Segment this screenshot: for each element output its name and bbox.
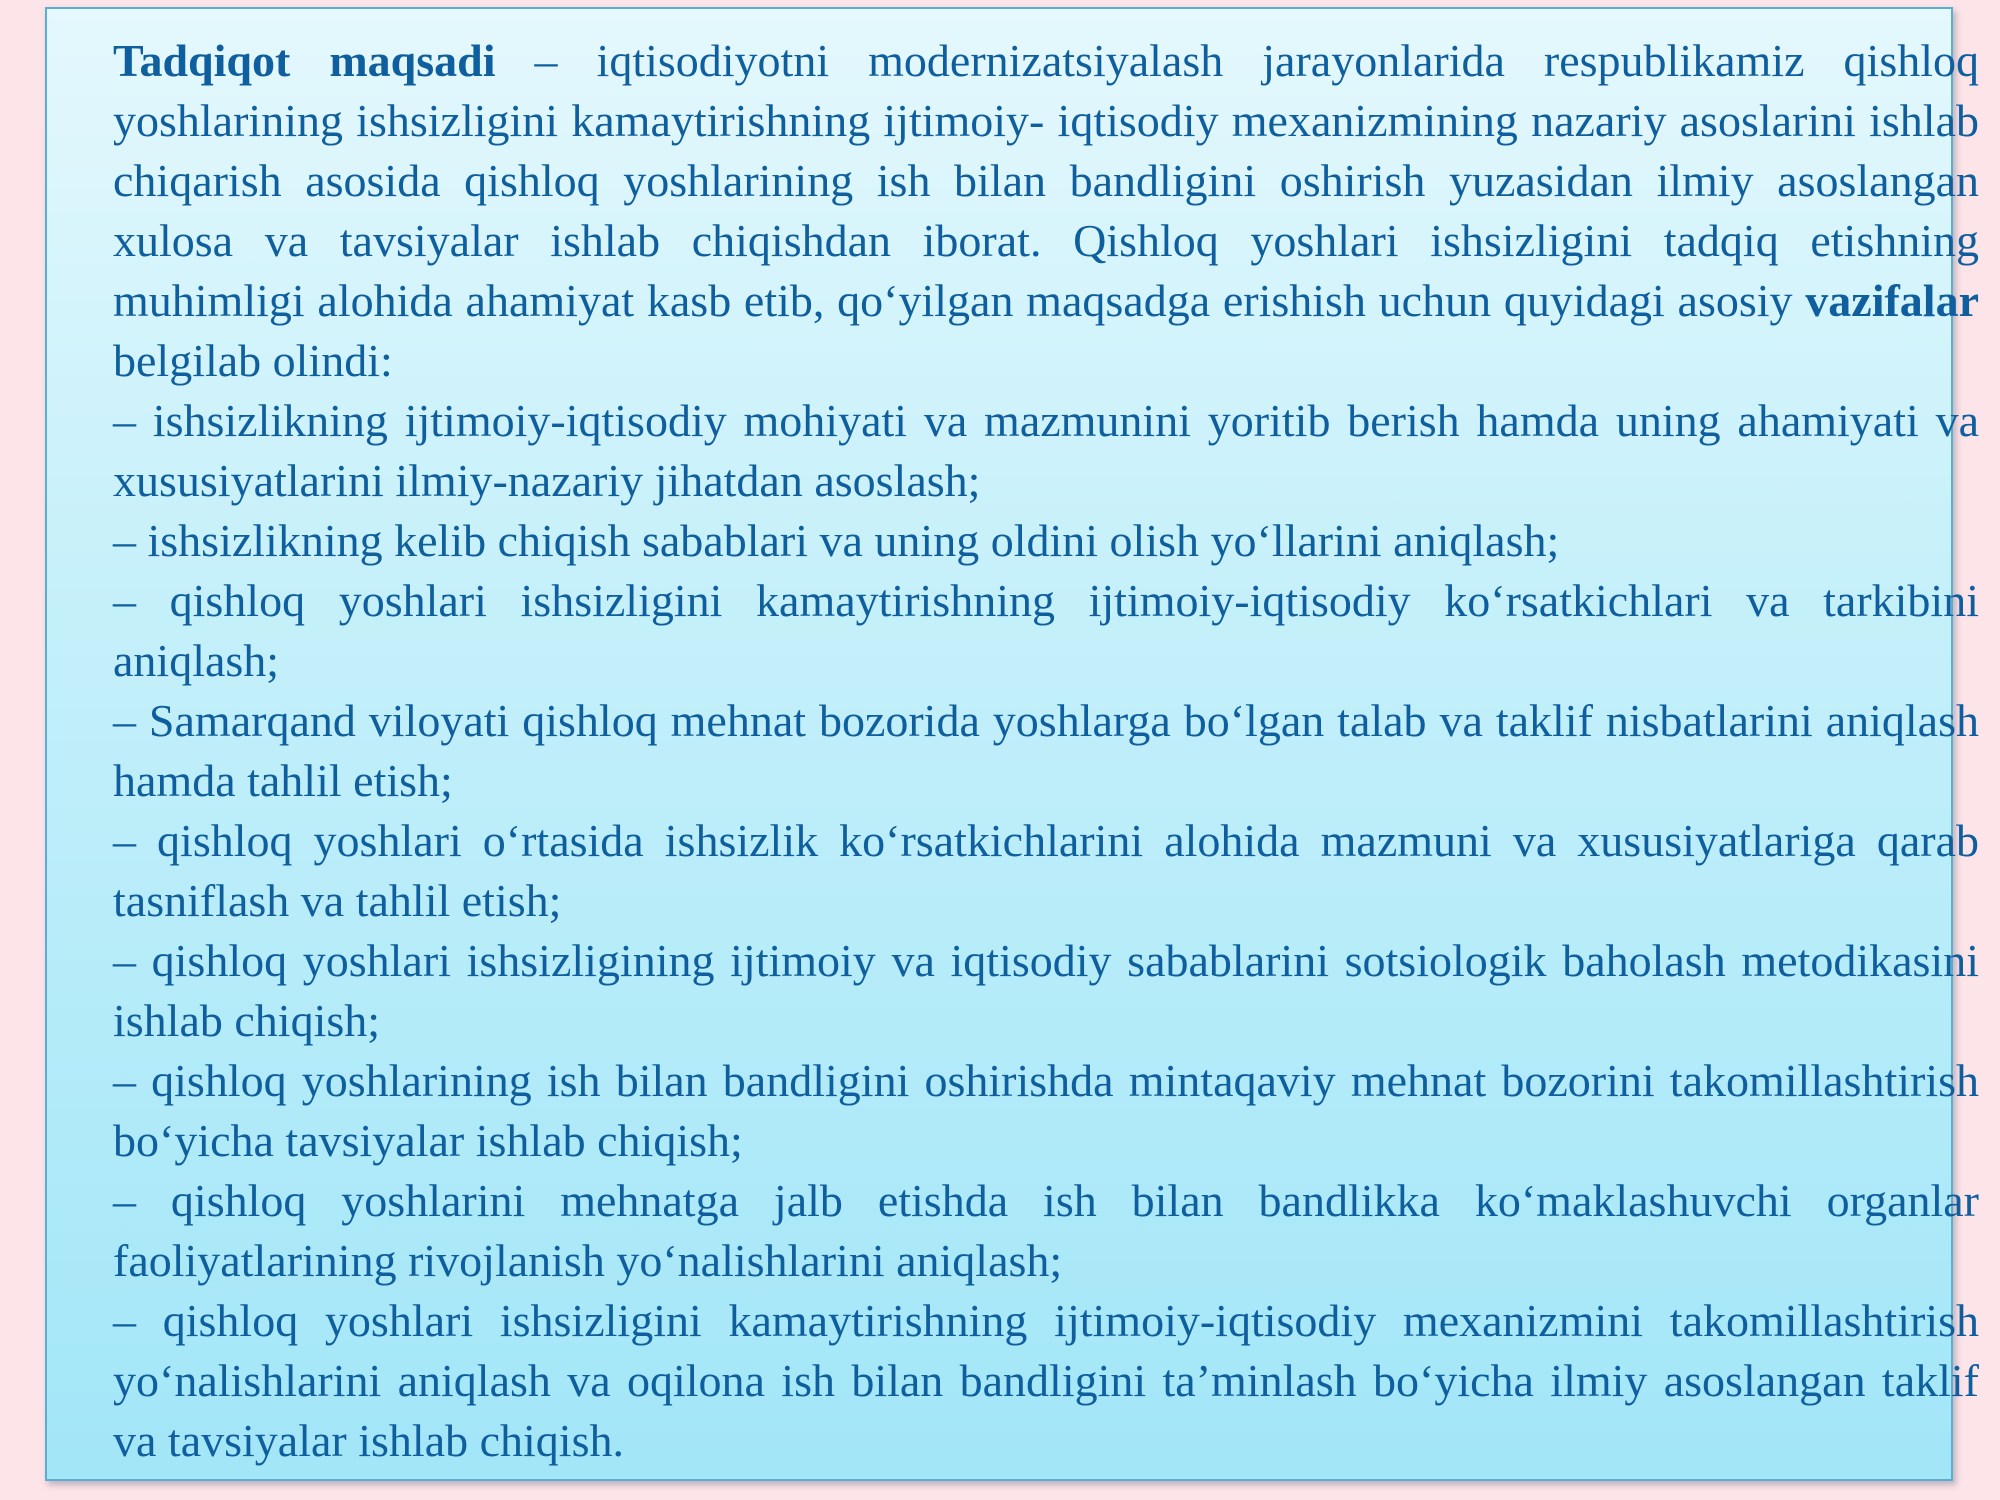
research-aim-heading: Tadqiqot maqsadi: [113, 35, 496, 86]
intro-tail-text: belgilab olindi:: [113, 335, 393, 386]
text-body: [113, 31, 1979, 1471]
task-item: – qishloq yoshlarining ish bilan bandligini oshirishda mintaqaviy mehnat bozorini takomillashtirish bo‘yicha tavsiyalar ishlab chiqish;: [113, 1055, 1979, 1166]
intro-paragraph: [113, 31, 1979, 391]
intro-text: – iqtisodiyotni modernizatsiyalash jarayonlarida respublikamiz qishloq yoshlarining ishsizligini kamaytirishning ijtimoiy- iqtisodiy mexanizmining nazariy asoslarini ishlab chiqarish asosida qishloq yoshlarining ish bilan bandligini oshirish yuzasidan ilmiy asoslangan xulosa va tavsiyalar ishlab chiqishdan iborat. Qishloq yoshlari ishsizligini tadqiq etishning muhimligi alohida ahamiyat kasb etib, qo‘yilgan maqsadga erishish uchun quyidagi asosiy: [113, 35, 1979, 326]
task-item: – qishloq yoshlari ishsizligini kamaytirishning ijtimoiy-iqtisodiy ko‘rsatkichlari va tarkibini aniqlash;: [113, 575, 1979, 686]
task-item: – qishloq yoshlari ishsizligini kamaytirishning ijtimoiy-iqtisodiy mexanizmini takomillashtirish yo‘nalishlarini aniqlash va oqilona ish bilan bandligini ta’minlash bo‘yicha ilmiy asoslangan taklif va tavsiyalar ishlab chiqish.: [113, 1295, 1979, 1466]
task-item: – ishsizlikning ijtimoiy-iqtisodiy mohiyati va mazmunini yoritib berish hamda uning ahamiyati va xususiyatlarini ilmiy-nazariy jihatdan asoslash;: [113, 395, 1979, 506]
task-item: – qishloq yoshlari ishsizligining ijtimoiy va iqtisodiy sabablarini sotsiologik baholash metodikasini ishlab chiqish;: [113, 935, 1979, 1046]
task-item: – qishloq yoshlarini mehnatga jalb etishda ish bilan bandlikka ko‘maklashuvchi organlar faoliyatlarining rivojlanish yo‘nalishlarini aniqlash;: [113, 1175, 1979, 1286]
content-box: [45, 7, 1979, 1481]
task-item: – ishsizlikning kelib chiqish sabablari va uning oldini olish yo‘llarini aniqlash;: [113, 515, 1560, 566]
task-item: – qishloq yoshlari o‘rtasida ishsizlik ko‘rsatkichlarini alohida mazmuni va xususiyatlariga qarab tasniflash va tahlil etish;: [113, 815, 1979, 926]
task-item: – Samarqand viloyati qishloq mehnat bozorida yoshlarga bo‘lgan talab va taklif nisbatlarini aniqlash hamda tahlil etish;: [113, 695, 1979, 806]
tasks-keyword: vazifalar: [1805, 275, 1979, 326]
